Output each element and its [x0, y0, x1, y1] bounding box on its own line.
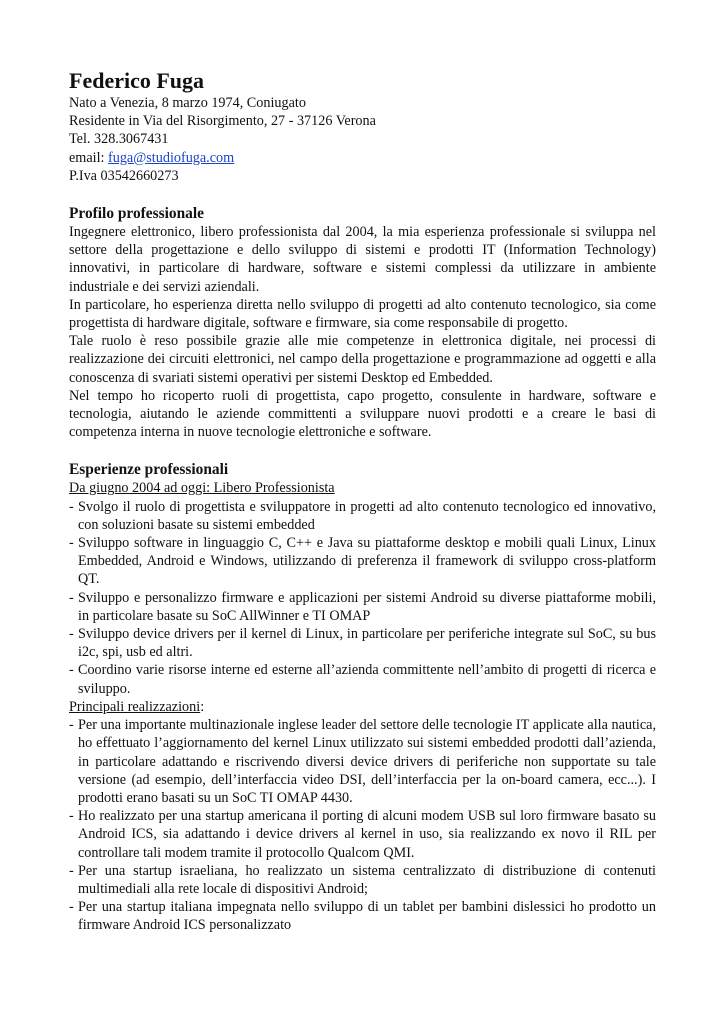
list-item — [69, 807, 656, 862]
list-item — [69, 589, 656, 625]
profile-heading: Profilo professionale — [69, 205, 204, 223]
address-info: Residente in Via del Risorgimento, 27 - 37126 Verona — [69, 113, 376, 130]
profile-paragraph: Tale ruolo è reso possibile grazie alle mie competenze in elettronica digitale, nei processi di realizzazione dei circuiti elettronici, nel campo della progettazione e programmazione ad oggetti e alla conoscenza di svariati sistemi operativi per sistemi Desktop ed Embedded. — [69, 333, 656, 386]
achievements-colon: : — [200, 698, 205, 715]
list-item-text: Sviluppo software in linguaggio C, C++ e Java su piattaforme desktop e mobili quali Linux, Linux Embedded, Android e Windows, utilizzando di preferenza il framework di sviluppo cross-platform QT. — [78, 535, 656, 588]
dash-marker: - — [69, 862, 74, 879]
dash-marker: - — [69, 626, 74, 643]
dash-marker: - — [69, 662, 74, 679]
experience-list — [69, 498, 656, 698]
person-name: Federico Fuga — [69, 68, 205, 93]
email-link[interactable]: fuga@studiofuga.com — [108, 149, 235, 166]
list-item-text: Ho realizzato per una startup americana il porting di alcuni modem USB sul loro firmware basato su Android ICS, sia adattando i device drivers al kernel in uso, sia realizzando ex novo il RIL per controllare tali modem tramite il protocollo Qualcom QMI. — [78, 808, 656, 861]
profile-paragraph: Nel tempo ho ricoperto ruoli di progettista, capo progetto, consulente in hardware, software e tecnologia, aiutando le aziende committenti a sviluppare nuovi prodotti e a creare le basi di competenza interna in nuove tecnologie elettroniche e software. — [69, 387, 656, 441]
list-item-text: Sviluppo device drivers per il kernel di Linux, in particolare per periferiche integrate sul SoC, su bus i2c, spi, usb ed altri. — [78, 626, 656, 661]
list-item-text: Per una startup italiana impegnata nello sviluppo di un tablet per bambini dislessici ho prodotto un firmware Android ICS personalizzato — [78, 899, 656, 934]
dash-marker: - — [69, 899, 74, 916]
achievements-list — [69, 716, 656, 934]
list-item-text: Per una importante multinazionale inglese leader del settore delle tecnologie IT applicate alla nautica, ho effettuato l’aggiornamento del kernel Linux utilizzato sui sistemi embedded prodotti dall’azienda, in particolare adattando e riscrivendo diversi device drivers di periferiche non supportate su tale versione (ad esempio, dell’interfaccia video DSI, dell’interfaccia per la on-board camera, ecc...). I prodotti erano basati su un SoC TI OMAP 4430. — [78, 717, 656, 806]
dash-marker: - — [69, 535, 74, 552]
vat-info: P.Iva 03542660273 — [69, 167, 179, 184]
cv-document — [69, 68, 656, 935]
list-item — [69, 498, 656, 534]
list-item — [69, 534, 656, 589]
list-item — [69, 898, 656, 934]
dash-marker: - — [69, 808, 74, 825]
list-item — [69, 661, 656, 697]
list-item-text: Sviluppo e personalizzo firmware e applicazioni per sistemi Android su diverse piattaforme mobili, in particolare basate su SoC AllWinner e TI OMAP — [78, 589, 656, 624]
email-info — [69, 149, 656, 167]
dash-marker: - — [69, 717, 74, 734]
birth-info: Nato a Venezia, 8 marzo 1974, Coniugato — [69, 95, 306, 111]
email-label: email: — [69, 149, 109, 166]
achievements-heading — [69, 698, 656, 716]
list-item-text: Per una startup israeliana, ho realizzato un sistema centralizzato di distribuzione di contenuti multimediali alla rete locale di dispositivi Android; — [78, 862, 656, 897]
experience-period: Da giugno 2004 ad oggi: Libero Professionista — [69, 480, 335, 497]
list-item — [69, 625, 656, 661]
experience-heading: Esperienze professionali — [69, 461, 229, 479]
list-item-text: Svolgo il ruolo di progettista e sviluppatore in progetti ad alto contenuto tecnologico ed innovativo, con soluzioni basate su sistemi embedded — [78, 498, 656, 533]
dash-marker: - — [69, 498, 74, 515]
profile-paragraph: Ingegnere elettronico, libero professionista dal 2004, la mia esperienza professionale si sviluppa nel settore della progettazione e dello sviluppo di sistemi e prodotti IT (Information Technology) innovativi, in particolare di hardware, software e sistemi complessi da utilizzare in ambiente industriale e dei servizi aziendali. — [69, 224, 656, 295]
achievements-title: Principali realizzazioni — [69, 698, 201, 715]
list-item — [69, 716, 656, 807]
profile-paragraph: In particolare, ho esperienza diretta nello sviluppo di progetti ad alto contenuto tecnologico, sia come progettista di hardware digitale, software e firmware, sia come responsabile di progetto. — [69, 296, 656, 332]
list-item-text: Coordino varie risorse interne ed esterne all’azienda committente nell’ambito di progetti di ricerca e sviluppo. — [78, 662, 656, 697]
list-item — [69, 862, 656, 898]
dash-marker: - — [69, 589, 74, 606]
phone-info: Tel. 328.3067431 — [69, 131, 169, 148]
